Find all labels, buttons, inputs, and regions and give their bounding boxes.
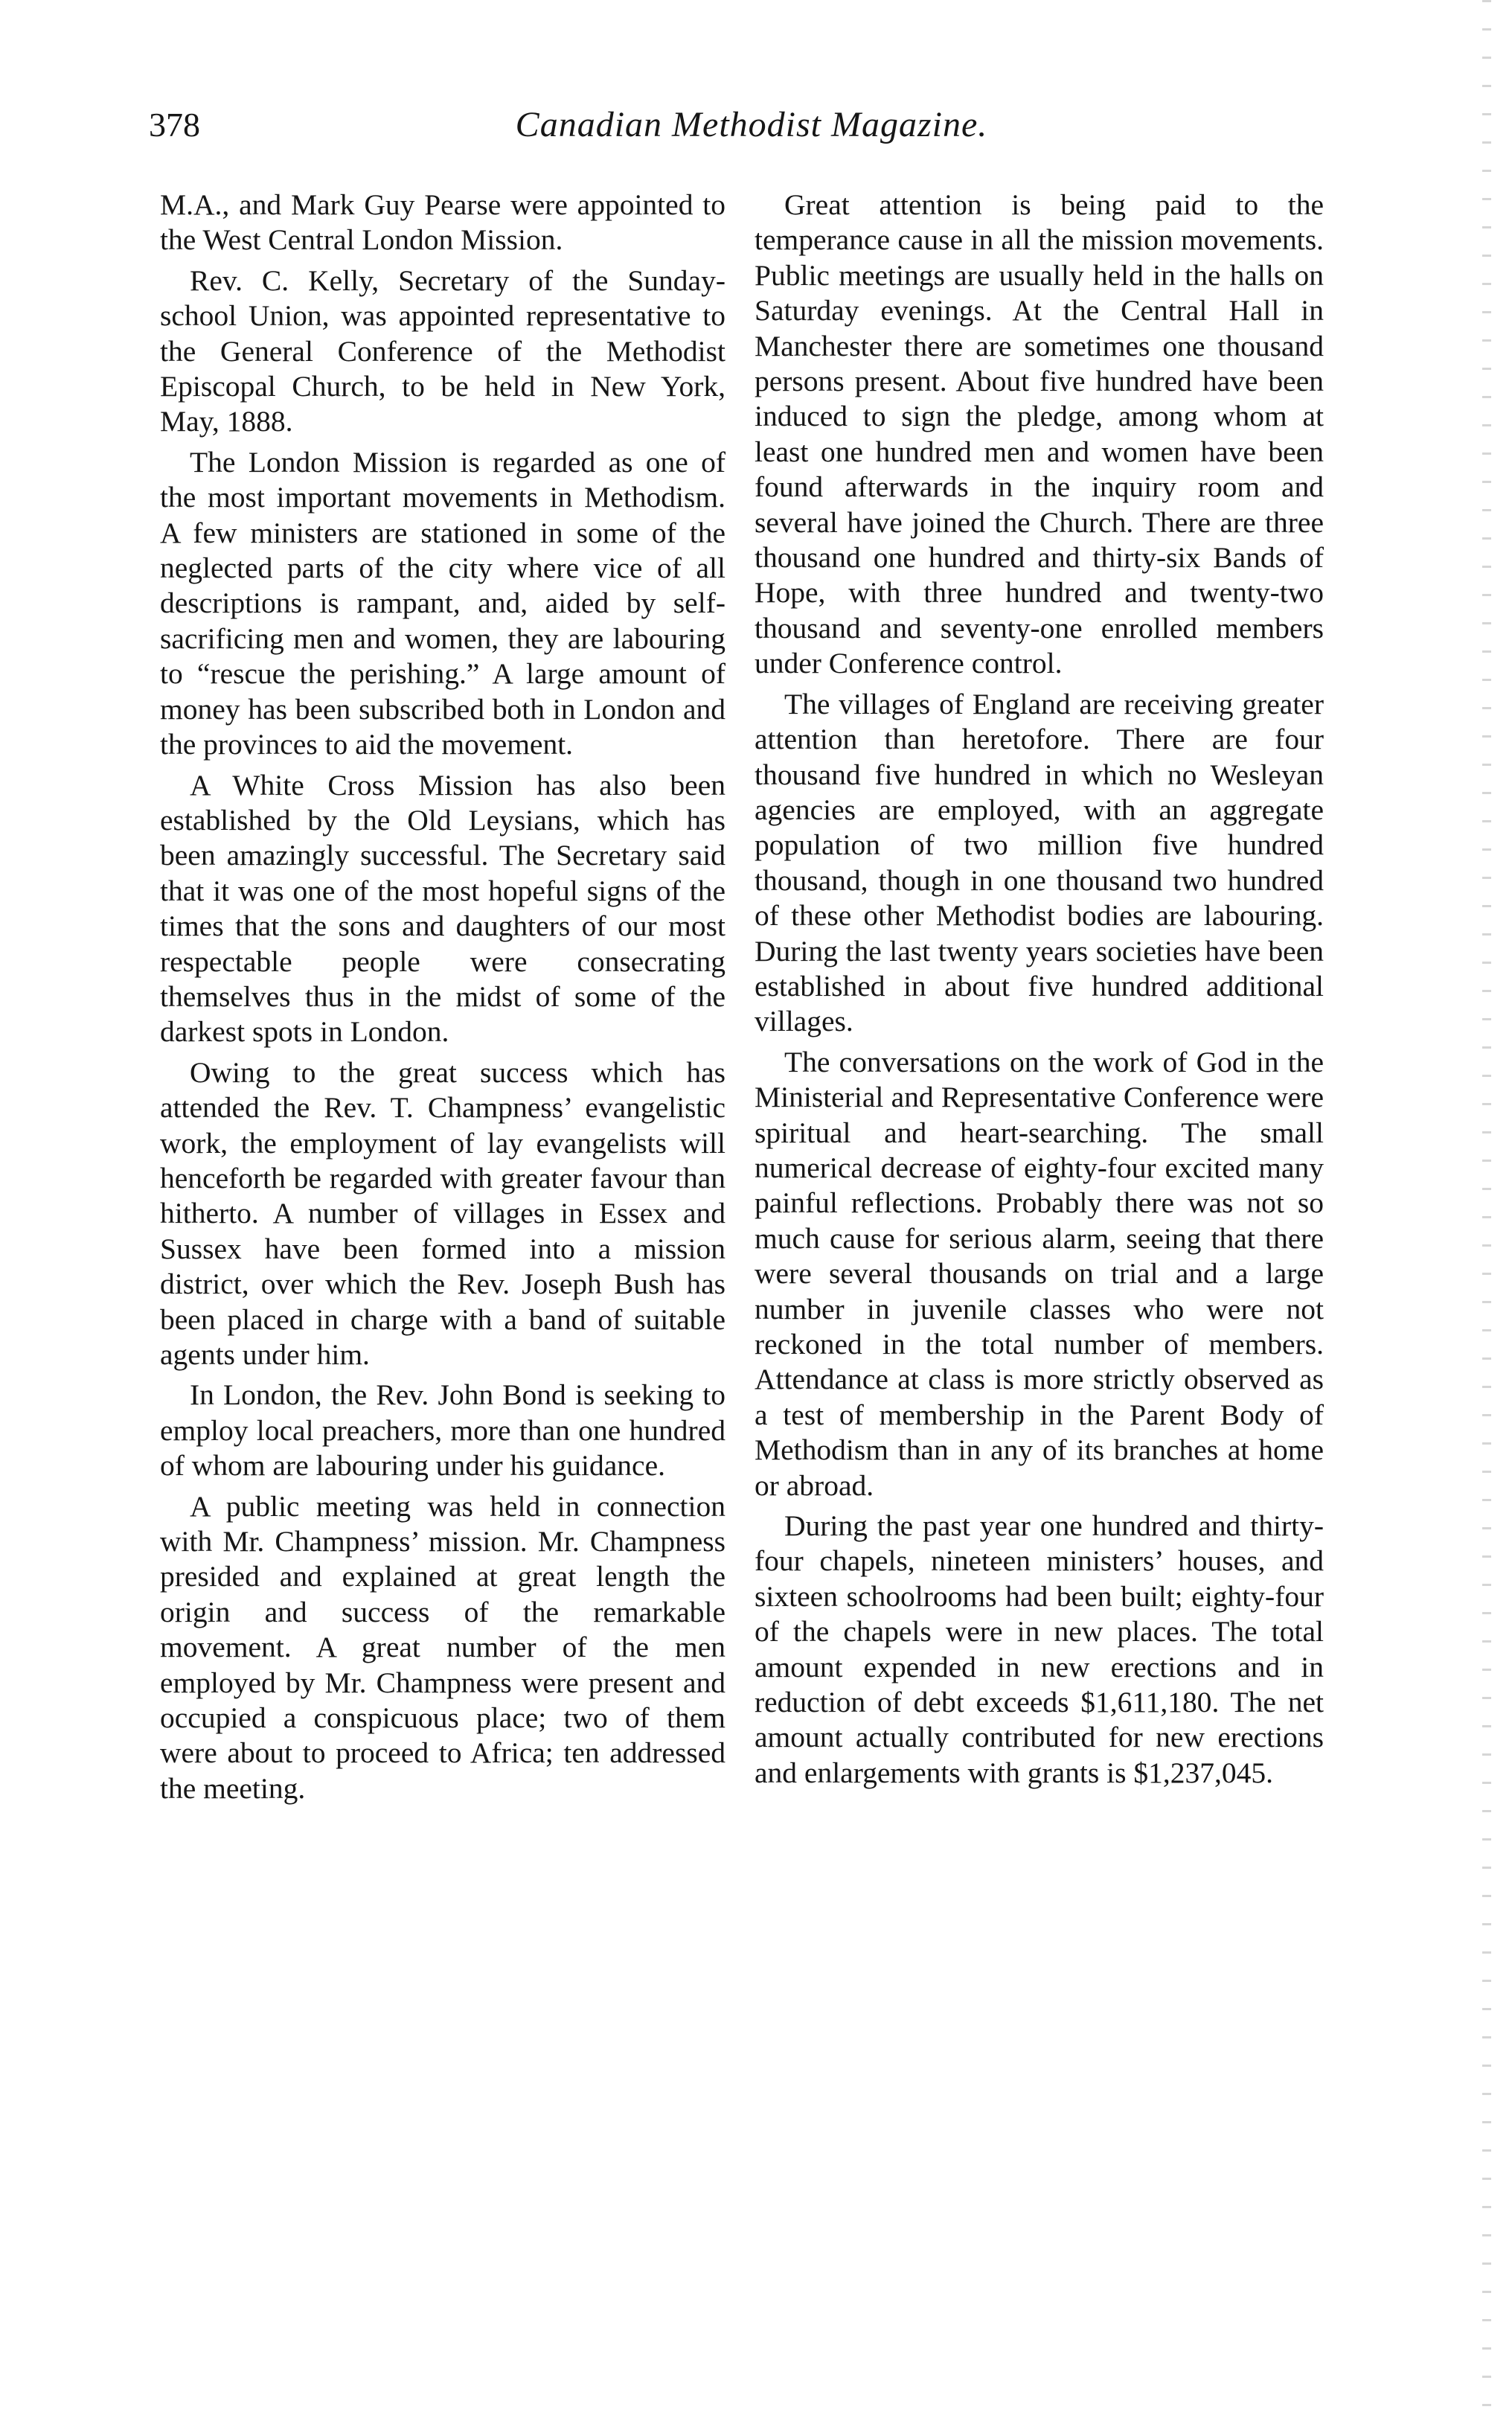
paragraph: A public meeting was held in connection with Mr. Champness’ mission. Mr. Champness presided and explained at great length the origin and success of the remarkable movement. A great number of the men employed by Mr. Champness were present and occupied a conspicuous place; two of them were about to proceed to Africa; ten addressed the meeting. [160, 1489, 725, 1805]
paragraph: The conversations on the work of God in the Ministerial and Representative Conference were spiritual and heart-searching. The small numerical decrease of eighty-four excited many painful reflections. Probably there was not so much cause for serious alarm, seeing that there were several thousands on trial and a large number in juvenile classes who were not reckoned in the total number of members. Attendance at class is more strictly observed as a test of membership in the Parent Body of Methodism than in any of its branches at home or abroad. [755, 1045, 1324, 1502]
paragraph: The London Mission is regarded as one of the most important movements in Methodism. A few ministers are stationed in some of the neglected parts of the city where vice of all descriptions is rampant, and, aided by self-sacrificing men and women, they are labouring to “rescue the perishing.” A large amount of money has been subscribed both in London and the provinces to aid the movement. [160, 445, 725, 761]
paragraph: The villages of England are receiving greater attention than heretofore. There are four thousand five hundred in which no Wesleyan agencies are employed, with an aggregate population of two million five hundred thousand, though in one thousand two hundred of these other Methodist bodies are labouring. During the last twenty years societies have been established in about five hundred additional villages. [755, 687, 1324, 1038]
paragraph: Rev. C. Kelly, Secretary of the Sunday-school Union, was appointed representative to the General Conference of the Methodist Episcopal Church, to be held in New York, May, 1888. [160, 263, 725, 438]
page-number: 378 [149, 106, 200, 144]
running-title: Canadian Methodist Magazine. [515, 105, 988, 144]
paragraph: During the past year one hundred and thirty-four chapels, nineteen ministers’ houses, and sixteen schoolrooms had been built; eighty-four of the chapels were in new places. The total amount expended in new erections and in reduction of debt exceeds $1,611,180. The net amount actually contributed for new erections and enlargements with grants is $1,237,045. [755, 1509, 1324, 1789]
binding-edge-marks [1482, 0, 1491, 2424]
paragraph: M.A., and Mark Guy Pearse were appointed to the West Central London Mission. [160, 188, 725, 257]
paragraph: Great attention is being paid to the temperance cause in all the mission movements. Public meetings are usually held in the halls on Saturday evenings. At the Central Hall in Manchester there are sometimes one thousand persons present. About five hundred have been induced to sign the pledge, among whom at least one hundred men and women have been found afterwards in the inquiry room and several have joined the Church. There are three thousand one hundred and thirty-six Bands of Hope, with three hundred and twenty-two thousand and seventy-one enrolled members under Conference control. [755, 188, 1324, 680]
paragraph: In London, the Rev. John Bond is seeking to employ local preachers, more than one hundred of whom are labouring under his guidance. [160, 1378, 725, 1483]
right-column [755, 188, 1324, 1796]
paragraph: A White Cross Mission has also been established by the Old Leysians, which has been amazingly successful. The Secretary said that it was one of the most hopeful signs of the times that the sons and daughters of our most respectable people were consecrating themselves thus in the midst of some of the darkest spots in London. [160, 768, 725, 1049]
paragraph: Owing to the great success which has attended the Rev. T. Champness’ evangelistic work, the employment of lay evangelists will henceforth be regarded with greater favour than hitherto. A number of villages in Essex and Sussex have been formed into a mission district, over which the Rev. Joseph Bush has been placed in charge with a band of suitable agents under him. [160, 1055, 725, 1371]
page-header [149, 103, 1354, 155]
left-column [160, 188, 725, 1811]
